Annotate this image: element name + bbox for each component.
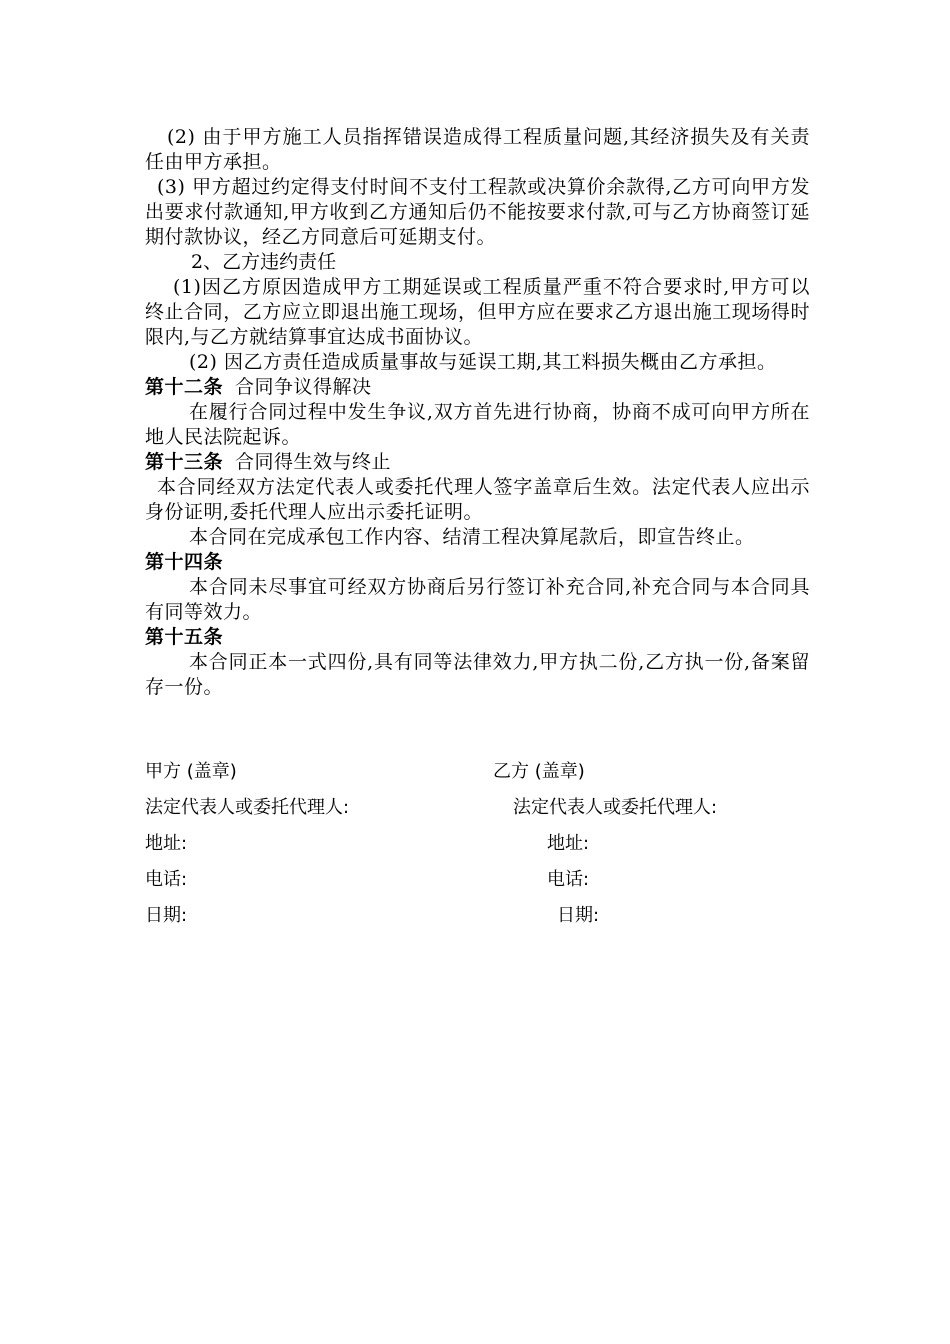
party-b-breach-heading: 2、乙方违约责任 xyxy=(191,251,337,273)
article-12-heading xyxy=(145,375,810,400)
article-14-body: 本合同未尽事宜可经双方协商后另行签订补充合同,补充合同与本合同具有同等效力。 xyxy=(145,576,810,623)
article-13-title: 合同得生效与终止 xyxy=(235,451,392,473)
article-13-number: 第十三条 xyxy=(145,451,224,473)
party-a-rep-label: 法定代表人或委托代理人: xyxy=(145,797,350,818)
party-a-phone-label: 电话: xyxy=(145,869,188,890)
article-13-heading xyxy=(145,450,810,475)
article-15-number: 第十五条 xyxy=(145,626,224,648)
clause-b-2: (2) 因乙方责任造成质量事故与延误工期,其工料损失概由乙方承担。 xyxy=(189,351,777,373)
address-row xyxy=(145,829,810,865)
clause-a-3: (3) 甲方超过约定得支付时间不支付工程款或决算价余款得,乙方可向甲方发出要求付款通知,甲方收到乙方通知后仍不能按要求付款,可与乙方协商签订延期付款协议，经乙方同意后可延期支付。 xyxy=(145,176,810,248)
date-row xyxy=(145,901,810,937)
article-12-number: 第十二条 xyxy=(145,376,224,398)
party-b-seal-label: 乙方 (盖章) xyxy=(493,761,585,782)
article-14-number: 第十四条 xyxy=(145,551,224,573)
contract-page xyxy=(145,125,810,700)
clause-b-1: (1)因乙方原因造成甲方工期延误或工程质量严重不符合要求时,甲方可以终止合同，乙方应立即退出施工现场，但甲方应在要求乙方退出施工现场得时限内,与乙方就结算事宜达成书面协议。 xyxy=(145,276,810,348)
party-b-rep-label: 法定代表人或委托代理人: xyxy=(513,797,718,818)
article-13-body-1: 本合同经双方法定代表人或委托代理人签字盖章后生效。法定代表人应出示身份证明,委托代理人应出示委托证明。 xyxy=(145,476,810,523)
article-12-title: 合同争议得解决 xyxy=(235,376,372,398)
signature-block xyxy=(145,757,810,937)
phone-row xyxy=(145,865,810,901)
article-14-heading xyxy=(145,550,810,575)
party-b-phone-label: 电话: xyxy=(547,869,590,890)
article-13-body-2: 本合同在完成承包工作内容、结清工程决算尾款后，即宣告终止。 xyxy=(189,526,755,548)
clause-a-2: (2) 由于甲方施工人员指挥错误造成得工程质量问题,其经济损失及有关责任由甲方承担。 xyxy=(145,126,810,173)
party-b-address-label: 地址: xyxy=(547,833,590,854)
seal-row xyxy=(145,757,810,793)
article-15-body: 本合同正本一式四份,具有同等法律效力,甲方执二份,乙方执一份,备案留存一份。 xyxy=(145,651,810,698)
party-b-date-label: 日期: xyxy=(557,905,600,926)
party-a-seal-label: 甲方 (盖章) xyxy=(145,761,237,782)
representative-row xyxy=(145,793,810,829)
article-12-body: 在履行合同过程中发生争议,双方首先进行协商，协商不成可向甲方所在地人民法院起诉。 xyxy=(145,401,810,448)
article-15-heading xyxy=(145,625,810,650)
party-a-address-label: 地址: xyxy=(145,833,188,854)
party-a-date-label: 日期: xyxy=(145,905,188,926)
